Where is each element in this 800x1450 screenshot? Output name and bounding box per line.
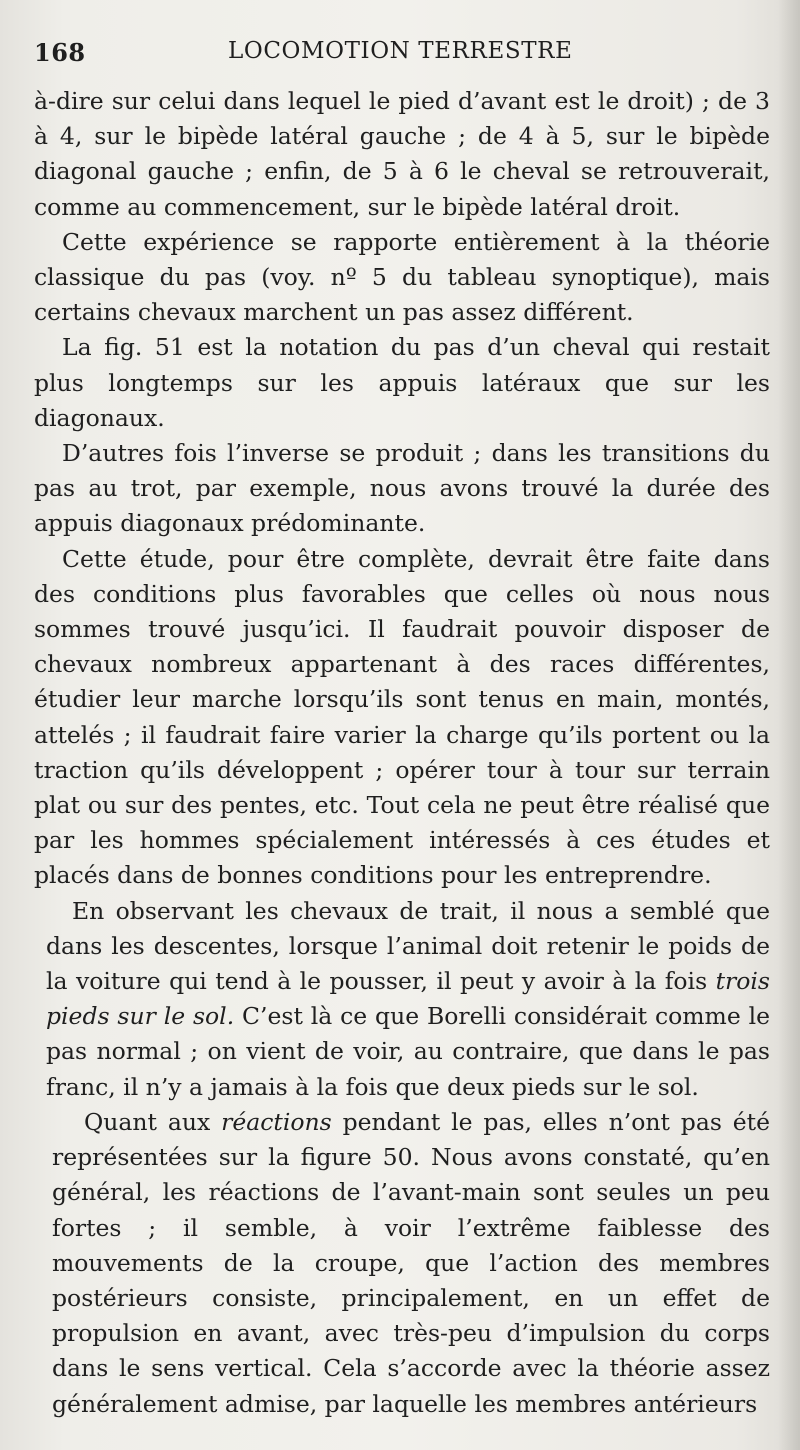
paragraph-6-text-a: En observant les chevaux de trait, il nous a semblé que dans les descentes, lorsque l’animal doit retenir le poids de la voiture qui tend à le pousser, il peut y avoir à la fois [46,896,770,996]
paragraph-2 [34,225,770,331]
paragraph-4 [34,436,770,542]
paragraph-7-text-b: pendant le pas, elles n’ont pas été représentées sur la figure 50. Nous avons constaté, qu’en général, les réactions de l’avant-main sont seules un peu fortes ; il semble, à voir l’extrême faiblesse des mouvements de la croupe, que l’action des membres postérieurs consiste, principalement, en un effet de propulsion en avant, avec très-peu d’impulsion du corps dans le sens vertical. Cela s’accorde avec la théorie assez généralement admise, par laquelle les membres antérieurs [52,1107,770,1418]
paragraph-6-italic: trois pieds sur le sol. [46,967,770,1031]
paragraph-4-text: D’autres fois l’inverse se produit ; dans les transitions du pas au trot, par exemple, nous avons trouvé la durée des appuis diagonaux prédominante. [34,439,770,538]
running-title: LOCOMOTION TERRESTRE [228,38,573,64]
paragraph-3-text: La fig. 51 est la notation du pas d’un cheval qui restait plus longtemps sur les appuis latéraux que sur les diagonaux. [34,333,770,432]
paragraph-3 [34,330,770,436]
page-number: 168 [34,38,86,67]
paragraph-6 [34,894,770,1105]
paragraph-5-text: Cette étude, pour être complète, devrait être faite dans des conditions plus favorables que celles où nous nous sommes trouvé jusqu’ici. Il faudrait pouvoir disposer de chevaux nombreux appartenant à des races différentes, étudier leur marche lorsqu’ils sont tenus en main, montés, attelés ; il faudrait faire varier la charge qu’ils portent ou la traction qu’ils développent ; opérer tour à tour sur terrain plat ou sur des pentes, etc. Tout cela ne peut être réalisé que par les hommes spécialement intéressés à ces études et placés dans de bonnes conditions pour les entreprendre. [34,544,770,890]
paragraph-7-italic: réactions [221,1107,332,1136]
paragraph-6-text-b: C’est là ce que Borelli considérait comme le pas normal ; on vient de voir, au contraire, que dans le pas franc, il n’y a jamais à la fois que deux pieds sur le sol. [46,1002,770,1101]
paragraph-2-text: Cette expérience se rapporte entièrement à la théorie classique du pas (voy. nº 5 du tableau synoptique), mais certains chevaux marchent un pas assez différent. [34,227,770,327]
paragraph-5 [34,542,770,894]
paragraph-7-text-a: Quant aux [84,1107,222,1136]
paragraph-7 [34,1105,770,1422]
page-edge-shadow [778,0,800,1450]
paragraph-1 [34,84,770,225]
paragraph-1-text: à-dire sur celui dans lequel le pied d’avant est le droit) ; de 3 à 4, sur le bipède latéral gauche ; de 4 à 5, sur le bipède diagonal gauche ; enfin, de 5 à 6 le cheval se retrouverait, comme au commencement, sur le bipède latéral droit. [34,87,770,221]
body-text [34,84,770,1422]
page-header [0,30,800,76]
